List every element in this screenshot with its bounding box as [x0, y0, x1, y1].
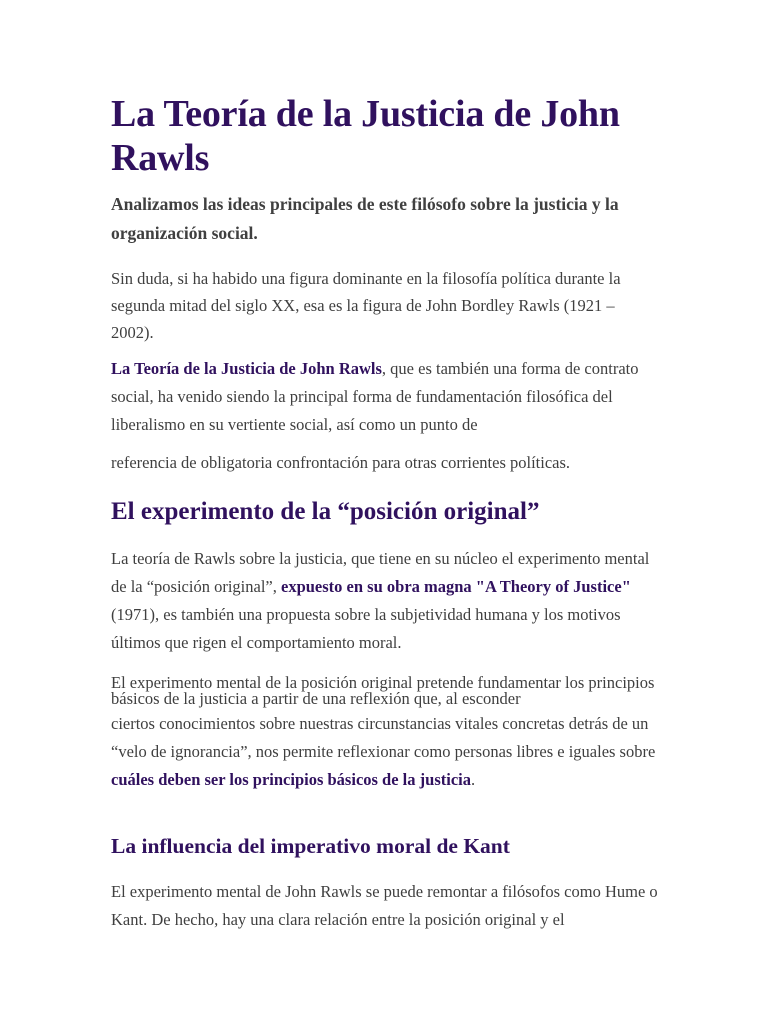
section-heading-kant: La influencia del imperativo moral de Kant: [111, 834, 510, 858]
article-title: La Teoría de la Justicia de John Rawls: [111, 93, 620, 179]
paragraph-thought-experiment: [111, 675, 659, 794]
paragraph-thought-experiment-text-before: ciertos conocimientos sobre nuestras circunstancias vitales concretas detrás de un “velo de ignorancia”, nos permite reflexionar como personas libres e iguales sobre: [111, 714, 656, 761]
paragraph-theory-text: , que es también una forma de contrato social, ha venido siendo la principal forma de fundamentación filosófica del liberalismo en su vertiente social, así como un punto de: [111, 359, 639, 434]
paragraph-original-position: [111, 545, 659, 657]
paragraph-original-position-text-before: La teoría de Rawls sobre la justicia, que tiene en su núcleo el experimento mental de la “posición original”,: [111, 549, 650, 596]
paragraph-thought-experiment-compressed: El experimento mental de la posición original pretende fundamentar los principios básicos de la justicia a partir de una reflexión que, al esconder: [111, 673, 655, 708]
paragraph-thought-experiment-bold: cuáles deben ser los principios básicos de la justicia: [111, 770, 471, 789]
paragraph-intro: Sin duda, si ha habido una figura dominante en la filosofía política durante la segunda mitad del siglo XX, esa es la figura de John Bordley Rawls (1921 – 2002).: [111, 269, 621, 342]
paragraph-thought-experiment-text-after: .: [470, 770, 476, 789]
paragraph-original-position-text-after: (1971), es también una propuesta sobre la subjetividad humana y los motivos últimos que rigen el comportamiento moral.: [111, 605, 621, 652]
paragraph-theory-last-line: referencia de obligatoria confrontación para otras corrientes políticas.: [111, 453, 571, 472]
paragraph-kant: El experimento mental de John Rawls se puede remontar a filósofos como Hume o Kant. De hecho, hay una clara relación entre la posición original y el: [111, 882, 658, 929]
paragraph-original-position-bold: expuesto en su obra magna "A Theory of Justice": [281, 577, 631, 596]
paragraph-thought-experiment-rest: [111, 710, 659, 794]
paragraph-theory-bold: La Teoría de la Justicia de John Rawls: [111, 359, 382, 378]
section-heading-original-position: El experimento de la “posición original”: [111, 498, 540, 525]
article-subtitle: Analizamos las ideas principales de este filósofo sobre la justicia y la organización social.: [111, 194, 619, 243]
paragraph-theory: [111, 355, 659, 477]
